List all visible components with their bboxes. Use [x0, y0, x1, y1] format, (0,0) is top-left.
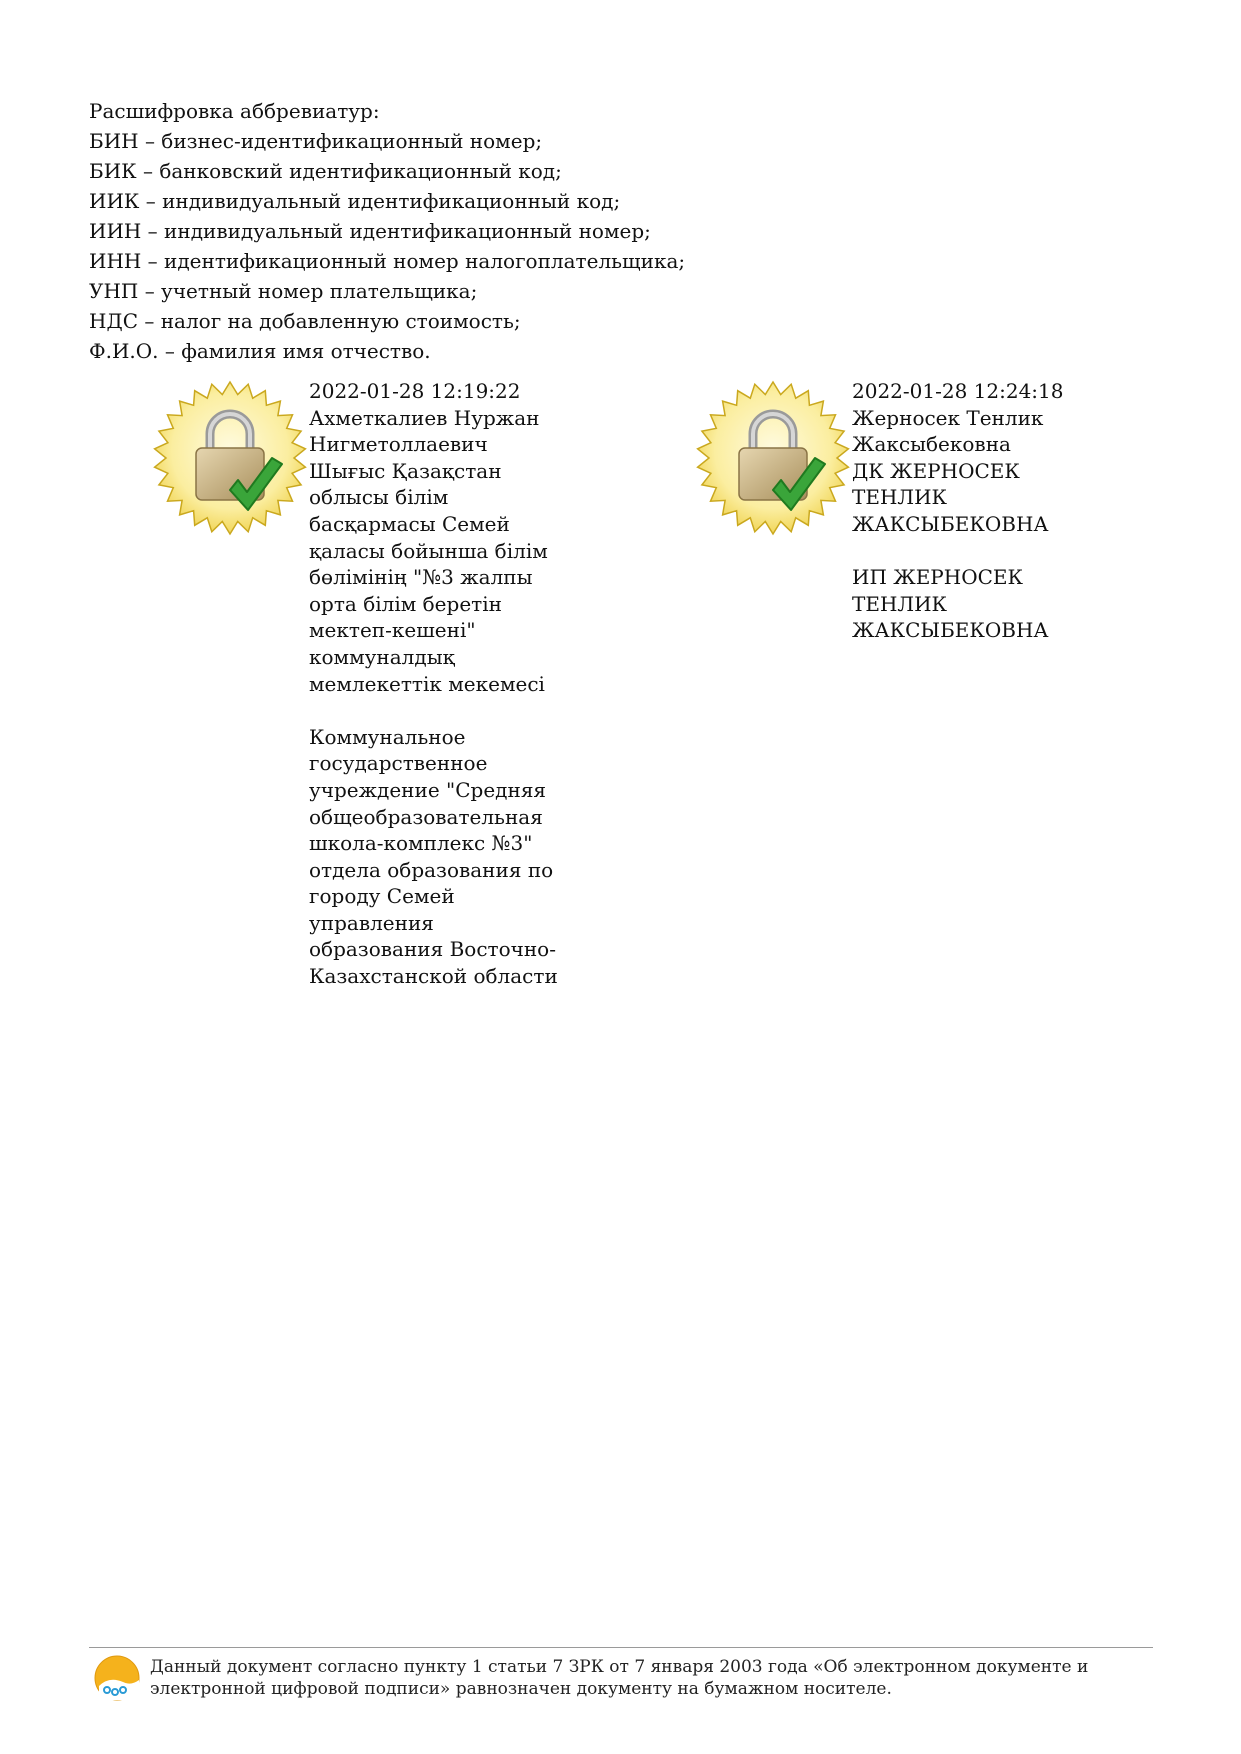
egov-sun-logo-icon: [93, 1654, 141, 1702]
abbreviation-item: ИИН – индивидуальный идентификационный номер;: [89, 219, 651, 243]
abbreviation-item: БИК – банковский идентификационный код;: [89, 159, 562, 183]
abbreviation-item: Ф.И.О. – фамилия имя отчество.: [89, 339, 431, 363]
lock-check-seal-icon: [150, 378, 310, 538]
signature-datetime: 2022-01-28 12:19:22: [309, 379, 521, 403]
paragraph-spacer: [852, 538, 1112, 565]
signature-block-1: [309, 378, 569, 990]
legal-disclaimer: [150, 1656, 1150, 1700]
signer-name-line: Жаксыбековна: [852, 432, 1011, 457]
abbreviation-legend: [89, 96, 1089, 366]
signer-name-line: Жерносек Тенлик: [852, 405, 1044, 430]
signature-datetime: 2022-01-28 12:24:18: [852, 379, 1064, 403]
abbreviation-item: НДС – налог на добавленную стоимость;: [89, 309, 521, 333]
disclaimer-line: электронной цифровой подписи» равнозначен документу на бумажном носителе.: [150, 1679, 892, 1699]
disclaimer-line: Данный документ согласно пункту 1 статьи 7 ЗРК от 7 января 2003 года «Об электронном документе и: [150, 1657, 1089, 1677]
footer-divider: [89, 1647, 1153, 1648]
signer-organization-russian: Коммунальное государственное учреждение "Средняя общеобразовательная школа-комплекс №3" отдела образования по городу Семей управления образования Восточно- Казахстанской области: [309, 724, 558, 989]
signer-name-line: Нигметоллаевич: [309, 432, 488, 457]
abbreviation-item: ИНН – идентификационный номер налогоплательщика;: [89, 249, 686, 273]
abbreviation-heading: Расшифровка аббревиатур:: [89, 99, 380, 123]
signature-seal-icon: [150, 378, 310, 538]
signature-block-2: [852, 378, 1112, 644]
abbreviation-item: УНП – учетный номер плательщика;: [89, 279, 478, 303]
abbreviation-item: БИН – бизнес-идентификационный номер;: [89, 129, 543, 153]
signer-name-line: Ахметкалиев Нуржан: [309, 405, 540, 430]
abbreviation-item: ИИК – индивидуальный идентификационный код;: [89, 189, 621, 213]
lock-check-seal-icon: [693, 378, 853, 538]
signer-organization-kazakh: ДК ЖЕРНОСЕК ТЕНЛИК ЖАКСЫБЕКОВНА: [852, 458, 1049, 536]
signer-organization-kazakh: Шығыс Қазақстан облысы білім басқармасы Семей қаласы бойынша білім бөлімінің "№3 жалпы орта білім беретін мектеп-кешені" коммуналдық мемлекеттік мекемесі: [309, 458, 548, 696]
signer-organization-russian: ИП ЖЕРНОСЕК ТЕНЛИК ЖАКСЫБЕКОВНА: [852, 565, 1049, 643]
signature-seal-icon: [693, 378, 853, 538]
paragraph-spacer: [309, 697, 569, 724]
